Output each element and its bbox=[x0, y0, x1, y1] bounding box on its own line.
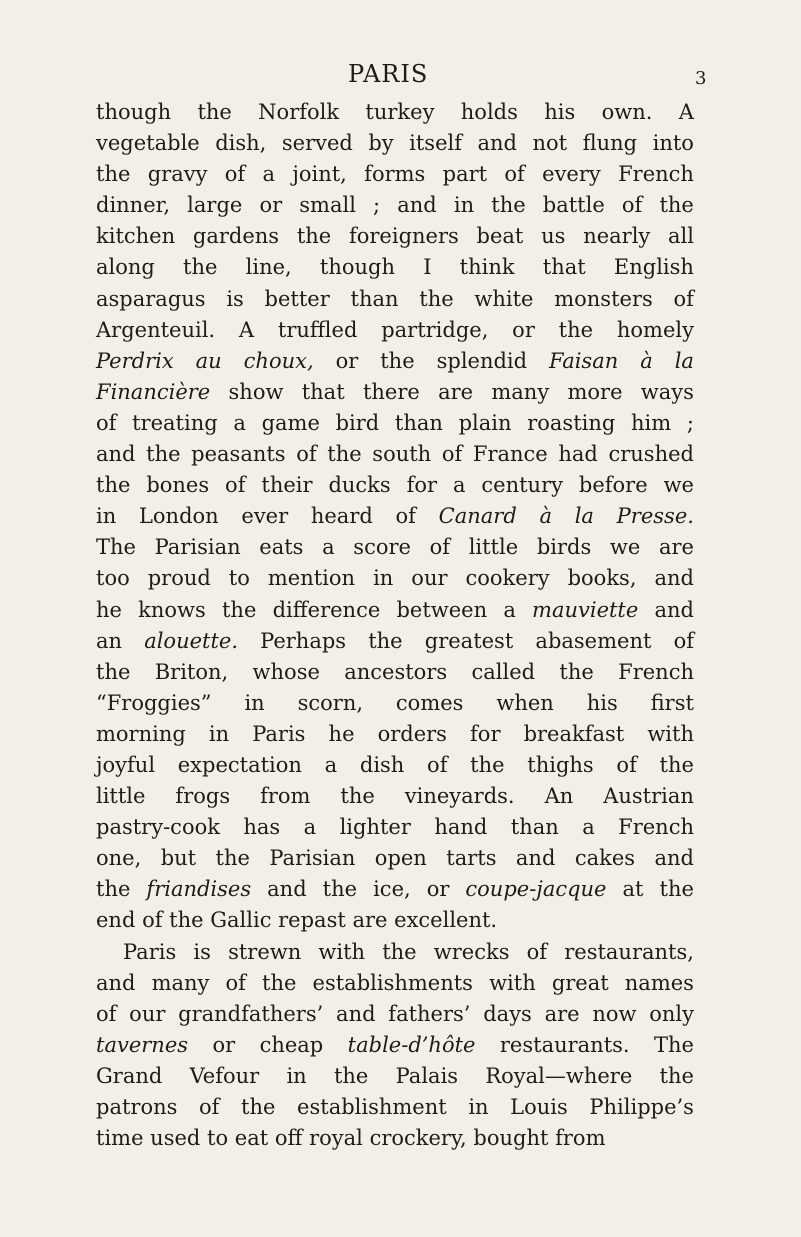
text-line: pastry-cook has a lighter hand than a French bbox=[96, 815, 694, 840]
text-line: Perdrix au choux, or the splendid Faisan à la bbox=[96, 348, 694, 373]
text-line: dinner, large or small ; and in the battle of the bbox=[96, 193, 694, 218]
text-line: Grand Vefour in the Palais Royal—where the bbox=[96, 1063, 694, 1088]
text-line: the Briton, whose ancestors called the French bbox=[96, 659, 694, 684]
text-line: time used to eat off royal crockery, bought from bbox=[96, 1126, 606, 1151]
text-line: along the line, though I think that English bbox=[96, 255, 694, 280]
text-line: one, but the Parisian open tarts and cakes and bbox=[96, 846, 694, 871]
text-line: “Froggies” in scorn, comes when his first bbox=[96, 690, 694, 715]
text-line: vegetable dish, served by itself and not flung into bbox=[96, 131, 694, 156]
text-line: The Parisian eats a score of little birds we are bbox=[96, 535, 694, 560]
text-line: joyful expectation a dish of the thighs of the bbox=[96, 752, 694, 777]
text-line: the friandises and the ice, or coupe-jacque at the bbox=[96, 877, 694, 902]
text-line: he knows the difference between a mauviette and bbox=[96, 597, 694, 622]
text-line: of treating a game bird than plain roasting him ; bbox=[96, 410, 694, 435]
text-line: an alouette. Perhaps the greatest abasement of bbox=[96, 628, 694, 653]
text-line: too proud to mention in our cookery books, and bbox=[96, 566, 694, 591]
text-line: though the Norfolk turkey holds his own. A bbox=[96, 100, 694, 124]
text-line: asparagus is better than the white monsters of bbox=[96, 286, 694, 311]
text-line: tavernes or cheap table-d’hôte restaurants. The bbox=[96, 1032, 694, 1057]
text-line: morning in Paris he orders for breakfast with bbox=[96, 721, 694, 746]
text-line: the bones of their ducks for a century before we bbox=[96, 473, 694, 498]
text-line: little frogs from the vineyards. An Austrian bbox=[96, 784, 694, 809]
text-line: Paris is strewn with the wrecks of restaurants, bbox=[123, 939, 694, 964]
text-line: and the peasants of the south of France had crushed bbox=[96, 442, 694, 467]
text-line: in London ever heard of Canard à la Presse. bbox=[96, 504, 694, 529]
text-line: Financière show that there are many more ways bbox=[96, 379, 694, 404]
page-number: 3 bbox=[695, 68, 707, 89]
body-text bbox=[96, 97, 694, 1154]
text-line: the gravy of a joint, forms part of every French bbox=[96, 162, 694, 187]
text-line: of our grandfathers’ and fathers’ days are now only bbox=[96, 1001, 694, 1026]
text-line: end of the Gallic repast are excellent. bbox=[96, 908, 498, 933]
text-line: patrons of the establishment in Louis Philippe’s bbox=[96, 1095, 694, 1119]
text-line: kitchen gardens the foreigners beat us nearly all bbox=[96, 224, 694, 249]
text-line: and many of the establishments with great names bbox=[96, 970, 694, 995]
running-head: PARIS bbox=[348, 60, 429, 88]
text-line: Argenteuil. A truffled partridge, or the homely bbox=[96, 317, 694, 342]
